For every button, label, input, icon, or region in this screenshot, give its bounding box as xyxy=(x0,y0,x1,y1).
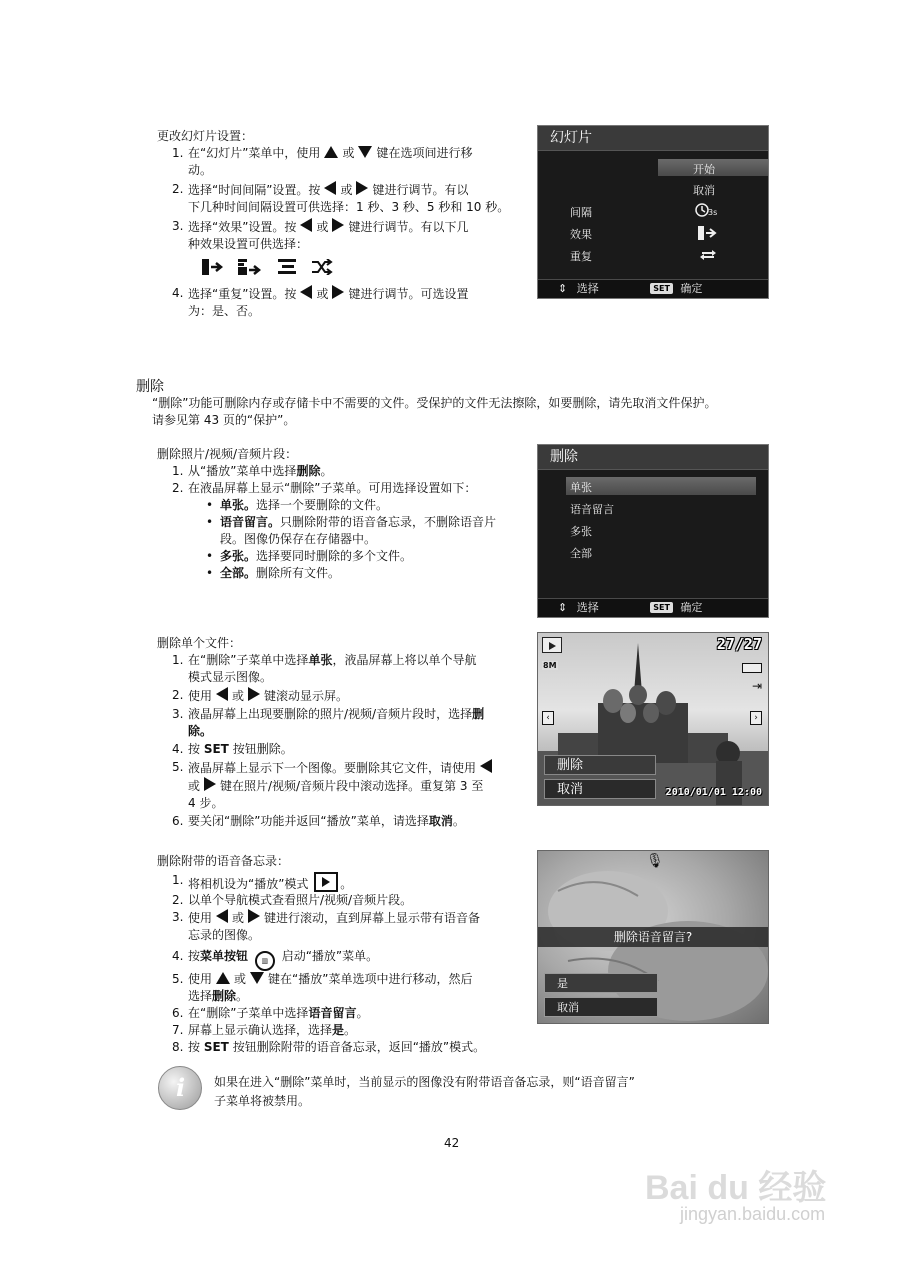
right-arrow-icon xyxy=(332,285,344,299)
option-delete[interactable]: 删除 xyxy=(544,755,656,775)
left-arrow-icon xyxy=(216,687,228,701)
interval-timer-icon: 3s xyxy=(693,200,719,220)
voice-memo-screen xyxy=(537,850,769,1024)
left-arrow-icon xyxy=(480,759,492,773)
info-icon: i xyxy=(158,1066,202,1110)
slideshow-title: 更改幻灯片设置： xyxy=(157,129,254,143)
menu-all[interactable]: 全部 xyxy=(570,547,592,560)
left-arrow-icon xyxy=(300,285,312,299)
delete-memo-title: 删除附带的语音备忘录： xyxy=(157,854,290,868)
option-cancel[interactable]: 取消 xyxy=(544,997,658,1017)
menu-effect[interactable]: 效果 xyxy=(570,228,592,241)
delete-memo-step-6: 6. 在“删除”子菜单中选择语音留言。 xyxy=(172,1006,369,1020)
delete-single-step-1: 1. 在“删除”子菜单中选择单张，液晶屏幕上将以单个导航 模式显示图像。 xyxy=(172,653,477,684)
down-arrow-icon xyxy=(358,146,372,158)
delete-memo-step-1: 1. 将相机设为“播放”模式 。 xyxy=(172,873,353,891)
right-arrow-icon xyxy=(356,181,368,195)
right-arrow-icon xyxy=(332,218,344,232)
screen-title: 幻灯片 xyxy=(538,126,768,151)
image-size-icon: 8M xyxy=(543,661,557,670)
delete-menu-screen xyxy=(537,444,769,618)
slideshow-steps xyxy=(172,145,527,320)
delete-clips-step-2: 2. 在液晶屏幕上显示“删除”子菜单。可用选择设置如下： xyxy=(172,481,477,495)
menu-button-icon: ▥ xyxy=(255,951,275,971)
list-item: • 全部。删除所有文件。 xyxy=(202,565,532,582)
prev-arrow-icon[interactable]: ‹ xyxy=(542,711,554,725)
delete-memo-step-4: 4. 按菜单按钮 ▥ 启动“播放”菜单。 xyxy=(172,948,532,971)
slideshow-step-4: 4. 选择“重复”设置。按 或 键进行调节。可选设置 为：是、否。 xyxy=(172,286,469,318)
delete-memo-step-8: 8. 按 SET 按钮删除附带的语音备忘录，返回“播放”模式。 xyxy=(172,1040,486,1054)
slideshow-step-2: 2. 选择“时间间隔”设置。按 或 键进行调节。有以 下几种时间间隔设置可供选择：1 秒、3 秒、5 秒和 10 秒。 xyxy=(172,182,510,214)
delete-memo-step-2: 2. 以单个导航模式查看照片/视频/音频片段。 xyxy=(172,893,413,907)
delete-memo-step-3: 3. 使用 或 键进行滚动，直到屏幕上显示带有语音备 忘录的图像。 xyxy=(172,910,481,942)
left-arrow-icon xyxy=(216,909,228,923)
delete-single-step-5: 5. 液晶屏幕上显示下一个图像。要删除其它文件，请使用 或 键在照片/视频/音频片段中滚动选择。重复第 3 至 4 步。 xyxy=(172,759,527,812)
datetime-stamp: 2010/01/01 12:00 xyxy=(665,787,762,798)
section-heading: 删除 xyxy=(136,379,164,395)
effect-wipe-icon xyxy=(202,259,224,275)
up-arrow-icon xyxy=(216,972,230,984)
effect-icons-row xyxy=(172,259,527,279)
down-arrow-icon xyxy=(250,972,264,984)
delete-memo-step-5: 5. 使用 或 键在“播放”菜单选项中进行移动，然后 选择删除。 xyxy=(172,972,473,1003)
watermark-logo: Bai du 经验 xyxy=(645,1169,827,1207)
set-button-icon: SET xyxy=(650,283,673,294)
battery-icon xyxy=(742,663,762,673)
menu-multi[interactable]: 多张 xyxy=(570,525,592,538)
slideshow-step-1: 1. 在“幻灯片”菜单中，使用 或 键在选项间进行移 动。 xyxy=(172,146,473,177)
screen-title: 删除 xyxy=(538,445,768,470)
right-arrow-icon xyxy=(204,777,216,791)
memory-card-icon: ⇥ xyxy=(751,679,762,693)
slideshow-screen xyxy=(537,125,769,299)
page-number: 42 xyxy=(444,1136,460,1150)
up-arrow-icon xyxy=(324,146,338,158)
menu-repeat[interactable]: 重复 xyxy=(570,250,592,263)
microphone-icon: 🎙 xyxy=(646,853,664,869)
menu-cancel[interactable]: 取消 xyxy=(693,184,715,197)
left-arrow-icon xyxy=(300,218,312,232)
playback-screen xyxy=(537,632,769,806)
set-button-icon: SET xyxy=(650,602,673,613)
effect-stripe-icon xyxy=(276,259,298,275)
list-item: • 多张。选择要同时删除的多个文件。 xyxy=(202,548,532,565)
delete-memo-step-7: 7. 屏幕上显示确认选择，选择是。 xyxy=(172,1023,357,1037)
menu-interval[interactable]: 间隔 xyxy=(570,206,592,219)
delete-single-step-2: 2. 使用 或 键滚动显示屏。 xyxy=(172,688,349,703)
left-arrow-icon xyxy=(324,181,336,195)
effect-wipe-icon xyxy=(698,226,718,240)
right-arrow-icon xyxy=(248,687,260,701)
repeat-icon xyxy=(698,247,718,261)
section-intro: “删除”功能可删除内存或存储卡中不需要的文件。受保护的文件无法擦除，如要删除，请先取消文件保护。 请参见第 43 页的“保护”。 xyxy=(152,396,717,427)
delete-single-step-3: 3. 液晶屏幕上出现要删除的照片/视频/音频片段时，选择删 除。 xyxy=(172,707,485,738)
delete-memo-steps xyxy=(172,872,532,1056)
list-item: • 语音留言。只删除附带的语音备忘录，不删除语音片 段。图像仍保存在存储器中。 xyxy=(202,514,532,548)
right-arrow-icon xyxy=(248,909,260,923)
slideshow-step-3: 3. 选择“效果”设置。按 或 键进行调节。有以下几 种效果设置可供选择： xyxy=(172,219,469,251)
next-arrow-icon[interactable]: › xyxy=(750,711,762,725)
note-text: 如果在进入“删除”菜单时，当前显示的图像没有附带语音备忘录，则“语音留言” 子菜单将被禁用。 xyxy=(214,1075,635,1108)
effect-fly-icon xyxy=(238,259,262,275)
menu-single[interactable]: 单张 xyxy=(570,481,592,494)
confirm-question: 删除语音留言? xyxy=(538,927,768,947)
screen-footer: ⇕ 选择 SET 确定 xyxy=(538,598,768,617)
watermark-url: jingyan.baidu.com xyxy=(680,1204,826,1224)
play-mode-icon xyxy=(314,872,338,892)
menu-voice-memo[interactable]: 语音留言 xyxy=(570,503,614,516)
file-counter: 27/27 xyxy=(716,635,762,653)
option-yes[interactable]: 是 xyxy=(544,973,658,993)
list-item: • 单张。选择一个要删除的文件。 xyxy=(202,497,532,514)
delete-clips-title: 删除照片/视频/音频片段： xyxy=(157,447,298,461)
updown-icon: ⇕ xyxy=(558,282,568,295)
delete-options-list xyxy=(202,497,532,582)
updown-icon: ⇕ xyxy=(558,601,568,614)
delete-clips-step-1: 1. 从“播放”菜单中选择删除。 xyxy=(172,464,333,478)
menu-start[interactable]: 开始 xyxy=(693,163,715,176)
delete-single-title: 删除单个文件： xyxy=(157,636,242,650)
delete-single-step-4: 4. 按 SET 按钮删除。 xyxy=(172,742,293,756)
delete-clips-steps xyxy=(172,463,532,582)
option-cancel[interactable]: 取消 xyxy=(544,779,656,799)
delete-single-steps xyxy=(172,652,527,830)
play-mode-icon xyxy=(542,637,562,653)
screen-footer: ⇕ 选择 SET 确定 xyxy=(538,279,768,298)
single-highlight xyxy=(566,477,756,495)
effect-random-icon xyxy=(311,259,333,275)
delete-single-step-6: 6. 要关闭“删除”功能并返回“播放”菜单，请选择取消。 xyxy=(172,814,465,828)
